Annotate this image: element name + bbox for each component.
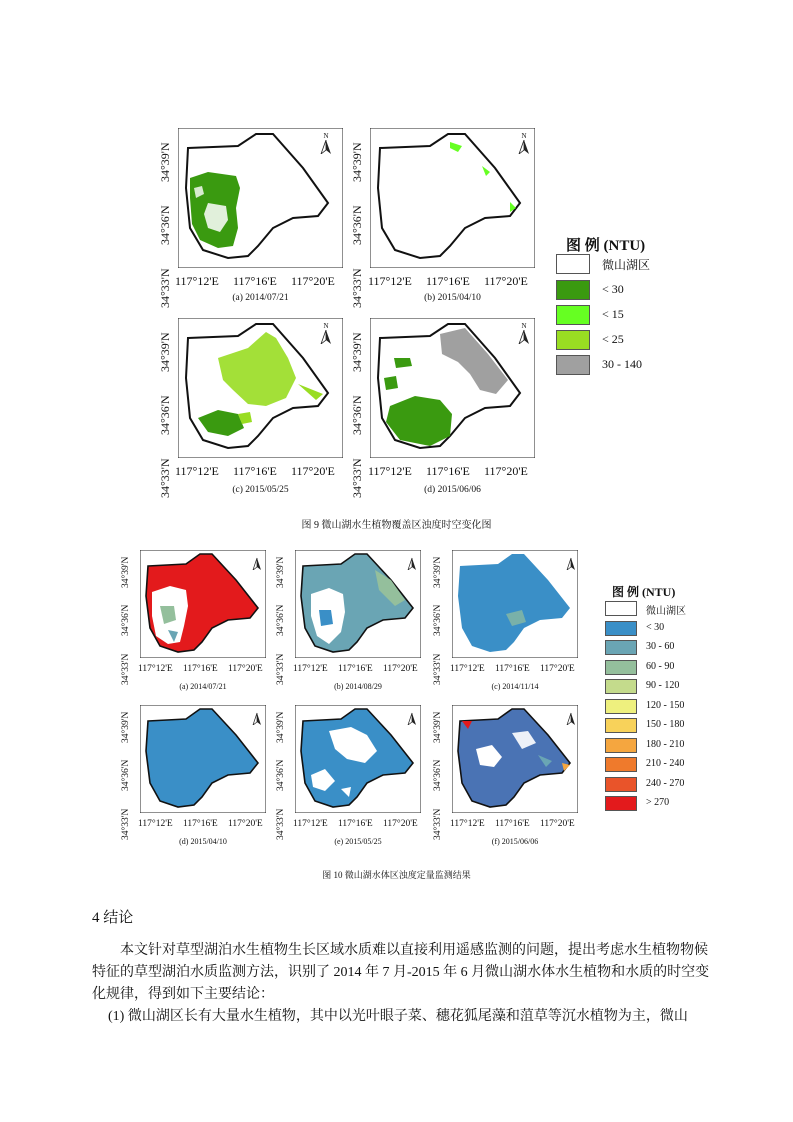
lon-label: 117°12'E xyxy=(368,274,412,288)
lon-label: 117°16'E xyxy=(495,664,530,674)
legend-swatch xyxy=(605,601,637,616)
legend-label: 240 - 270 xyxy=(646,777,685,789)
fig9-map-b xyxy=(370,128,535,268)
panel-caption: (d) 2015/04/10 xyxy=(179,837,227,846)
lon-label: 117°20'E xyxy=(383,819,418,829)
lat-label: 34°33'N xyxy=(158,268,172,308)
lon-label: 117°16'E xyxy=(426,464,470,478)
lat-label: 34°33'N xyxy=(433,808,443,840)
section-heading: 4 结论 xyxy=(92,910,134,926)
legend-label: 30 - 140 xyxy=(602,357,642,371)
lon-label: 117°16'E xyxy=(183,819,218,829)
legend-label: 30 - 60 xyxy=(646,641,675,652)
lon-label: 117°16'E xyxy=(495,819,530,829)
lat-label: 34°36'N xyxy=(433,759,443,791)
lat-label: 34°33'N xyxy=(276,808,286,840)
lon-label: 117°12'E xyxy=(450,819,485,829)
legend-title: 图 例 (NTU) xyxy=(612,585,676,599)
north-arrow-icon: N xyxy=(518,132,530,159)
legend-swatch xyxy=(605,679,637,694)
lat-label: 34°36'N xyxy=(350,205,364,245)
lon-label: 117°16'E xyxy=(183,664,218,674)
fig10-map-e xyxy=(295,705,421,813)
lat-label: 34°39'N xyxy=(121,711,131,743)
lon-label: 117°20'E xyxy=(228,664,263,674)
legend-label: 180 - 210 xyxy=(646,738,685,750)
panel-caption: (e) 2015/05/25 xyxy=(334,837,382,846)
lon-label: 117°20'E xyxy=(484,274,528,288)
figure-caption: 图 10 微山湖水体区浊度定量监测结果 xyxy=(322,870,471,880)
legend-label: 210 - 240 xyxy=(646,758,685,769)
legend-swatch xyxy=(556,330,590,350)
lat-label: 34°33'N xyxy=(350,458,364,498)
panel-caption: (c) 2015/05/25 xyxy=(232,485,289,495)
fig10-map-a xyxy=(140,550,266,658)
lat-label: 34°36'N xyxy=(158,395,172,435)
lon-label: 117°12'E xyxy=(175,274,219,288)
legend-title: 图 例 (NTU) xyxy=(566,238,646,254)
lat-label: 34°36'N xyxy=(350,395,364,435)
lon-label: 117°12'E xyxy=(175,464,219,478)
legend-swatch xyxy=(556,254,590,274)
lon-label: 117°16'E xyxy=(338,819,373,829)
lat-label: 34°39'N xyxy=(276,556,286,588)
lat-label: 34°39'N xyxy=(121,556,131,588)
paragraph-line: (1) 微山湖区长有大量水生植物，其中以光叶眼子菜、穗花狐尾藻和菹草等沉水植物为主，微山 xyxy=(108,1009,688,1024)
lon-label: 117°12'E xyxy=(293,664,328,674)
paragraph-line: 特征的草型湖泊水质监测方法，识别了 2014 年 7 月-2015 年 6 月微山湖水体水生植物和水质的时空变 xyxy=(92,965,710,980)
lon-label: 117°20'E xyxy=(383,664,418,674)
north-arrow-icon xyxy=(407,556,417,575)
fig10-map-b xyxy=(295,550,421,658)
lon-label: 117°20'E xyxy=(540,819,575,829)
lat-label: 34°33'N xyxy=(433,653,443,685)
legend-label: > 270 xyxy=(646,797,670,808)
lon-label: 117°20'E xyxy=(484,464,528,478)
fig9-map-d xyxy=(370,318,535,458)
legend-swatch xyxy=(605,640,637,655)
legend-swatch xyxy=(605,796,637,811)
figure-caption: 图 9 微山湖水生植物覆盖区浊度时空变化图 xyxy=(301,520,492,531)
lat-label: 34°33'N xyxy=(158,458,172,498)
lon-label: 117°12'E xyxy=(138,664,173,674)
lon-label: 117°20'E xyxy=(228,819,263,829)
legend-label: < 30 xyxy=(646,621,665,633)
lon-label: 117°12'E xyxy=(293,819,328,829)
legend-swatch xyxy=(605,777,637,792)
lon-label: 117°16'E xyxy=(233,274,277,288)
lat-label: 34°36'N xyxy=(121,604,131,636)
panel-caption: (a) 2014/07/21 xyxy=(232,293,289,303)
paragraph-line: 本文针对草型湖泊水生植物生长区域水质难以直接利用遥感监测的问题，提出考虑水生植物物候 xyxy=(120,943,708,958)
legend-swatch xyxy=(605,660,637,675)
legend-label: 微山湖区 xyxy=(646,606,686,617)
fig9-map-a xyxy=(178,128,343,268)
lon-label: 117°16'E xyxy=(338,664,373,674)
lat-label: 34°33'N xyxy=(350,268,364,308)
lat-label: 34°36'N xyxy=(121,759,131,791)
lat-label: 34°39'N xyxy=(350,142,364,182)
legend-label: < 15 xyxy=(602,307,624,321)
north-arrow-icon: N xyxy=(518,322,530,349)
panel-caption: (f) 2015/06/06 xyxy=(491,837,539,846)
fig9-map-c xyxy=(178,318,343,458)
legend-label: < 25 xyxy=(602,332,624,346)
lat-label: 34°39'N xyxy=(350,332,364,372)
lon-label: 117°16'E xyxy=(233,464,277,478)
north-arrow-icon xyxy=(566,556,576,575)
lat-label: 34°39'N xyxy=(158,332,172,372)
legend-swatch xyxy=(556,280,590,300)
north-arrow-icon: N xyxy=(320,322,332,349)
fig10-map-d xyxy=(140,705,266,813)
legend-swatch xyxy=(605,621,637,636)
panel-caption: (c) 2014/11/14 xyxy=(491,682,539,691)
lat-label: 34°39'N xyxy=(433,711,443,743)
legend-label: 微山湖区 xyxy=(602,258,651,272)
lat-label: 34°39'N xyxy=(276,711,286,743)
legend-label: 90 - 120 xyxy=(646,680,680,691)
lon-label: 117°20'E xyxy=(540,664,575,674)
north-arrow-icon xyxy=(252,556,262,575)
north-arrow-icon xyxy=(566,711,576,730)
north-arrow-icon: N xyxy=(320,132,332,159)
legend-swatch xyxy=(556,305,590,325)
paragraph-line: 化规律，得到如下主要结论： xyxy=(92,987,274,1002)
fig10-map-f xyxy=(452,705,578,813)
legend-label: 120 - 150 xyxy=(646,699,685,711)
legend-swatch xyxy=(556,355,590,375)
legend-swatch xyxy=(605,718,637,733)
lat-label: 34°36'N xyxy=(276,759,286,791)
lat-label: 34°36'N xyxy=(158,205,172,245)
lat-label: 34°36'N xyxy=(433,604,443,636)
lon-label: 117°16'E xyxy=(426,274,470,288)
lat-label: 34°33'N xyxy=(276,653,286,685)
lon-label: 117°20'E xyxy=(291,464,335,478)
lon-label: 117°12'E xyxy=(450,664,485,674)
panel-caption: (b) 2015/04/10 xyxy=(424,293,481,303)
panel-caption: (d) 2015/06/06 xyxy=(424,485,481,495)
lon-label: 117°12'E xyxy=(138,819,173,829)
legend-swatch xyxy=(605,699,637,714)
lat-label: 34°36'N xyxy=(276,604,286,636)
lat-label: 34°39'N xyxy=(158,142,172,182)
lon-label: 117°12'E xyxy=(368,464,412,478)
lat-label: 34°33'N xyxy=(121,653,131,685)
legend-label: 150 - 180 xyxy=(646,719,685,730)
legend-swatch xyxy=(605,757,637,772)
legend-label: < 30 xyxy=(602,282,624,296)
lon-label: 117°20'E xyxy=(291,274,335,288)
lat-label: 34°39'N xyxy=(433,556,443,588)
north-arrow-icon xyxy=(252,711,262,730)
legend-swatch xyxy=(605,738,637,753)
north-arrow-icon xyxy=(407,711,417,730)
legend-label: 60 - 90 xyxy=(646,660,675,672)
lat-label: 34°33'N xyxy=(121,808,131,840)
fig10-map-c xyxy=(452,550,578,658)
panel-caption: (b) 2014/08/29 xyxy=(334,682,382,691)
panel-caption: (a) 2014/07/21 xyxy=(179,682,227,691)
